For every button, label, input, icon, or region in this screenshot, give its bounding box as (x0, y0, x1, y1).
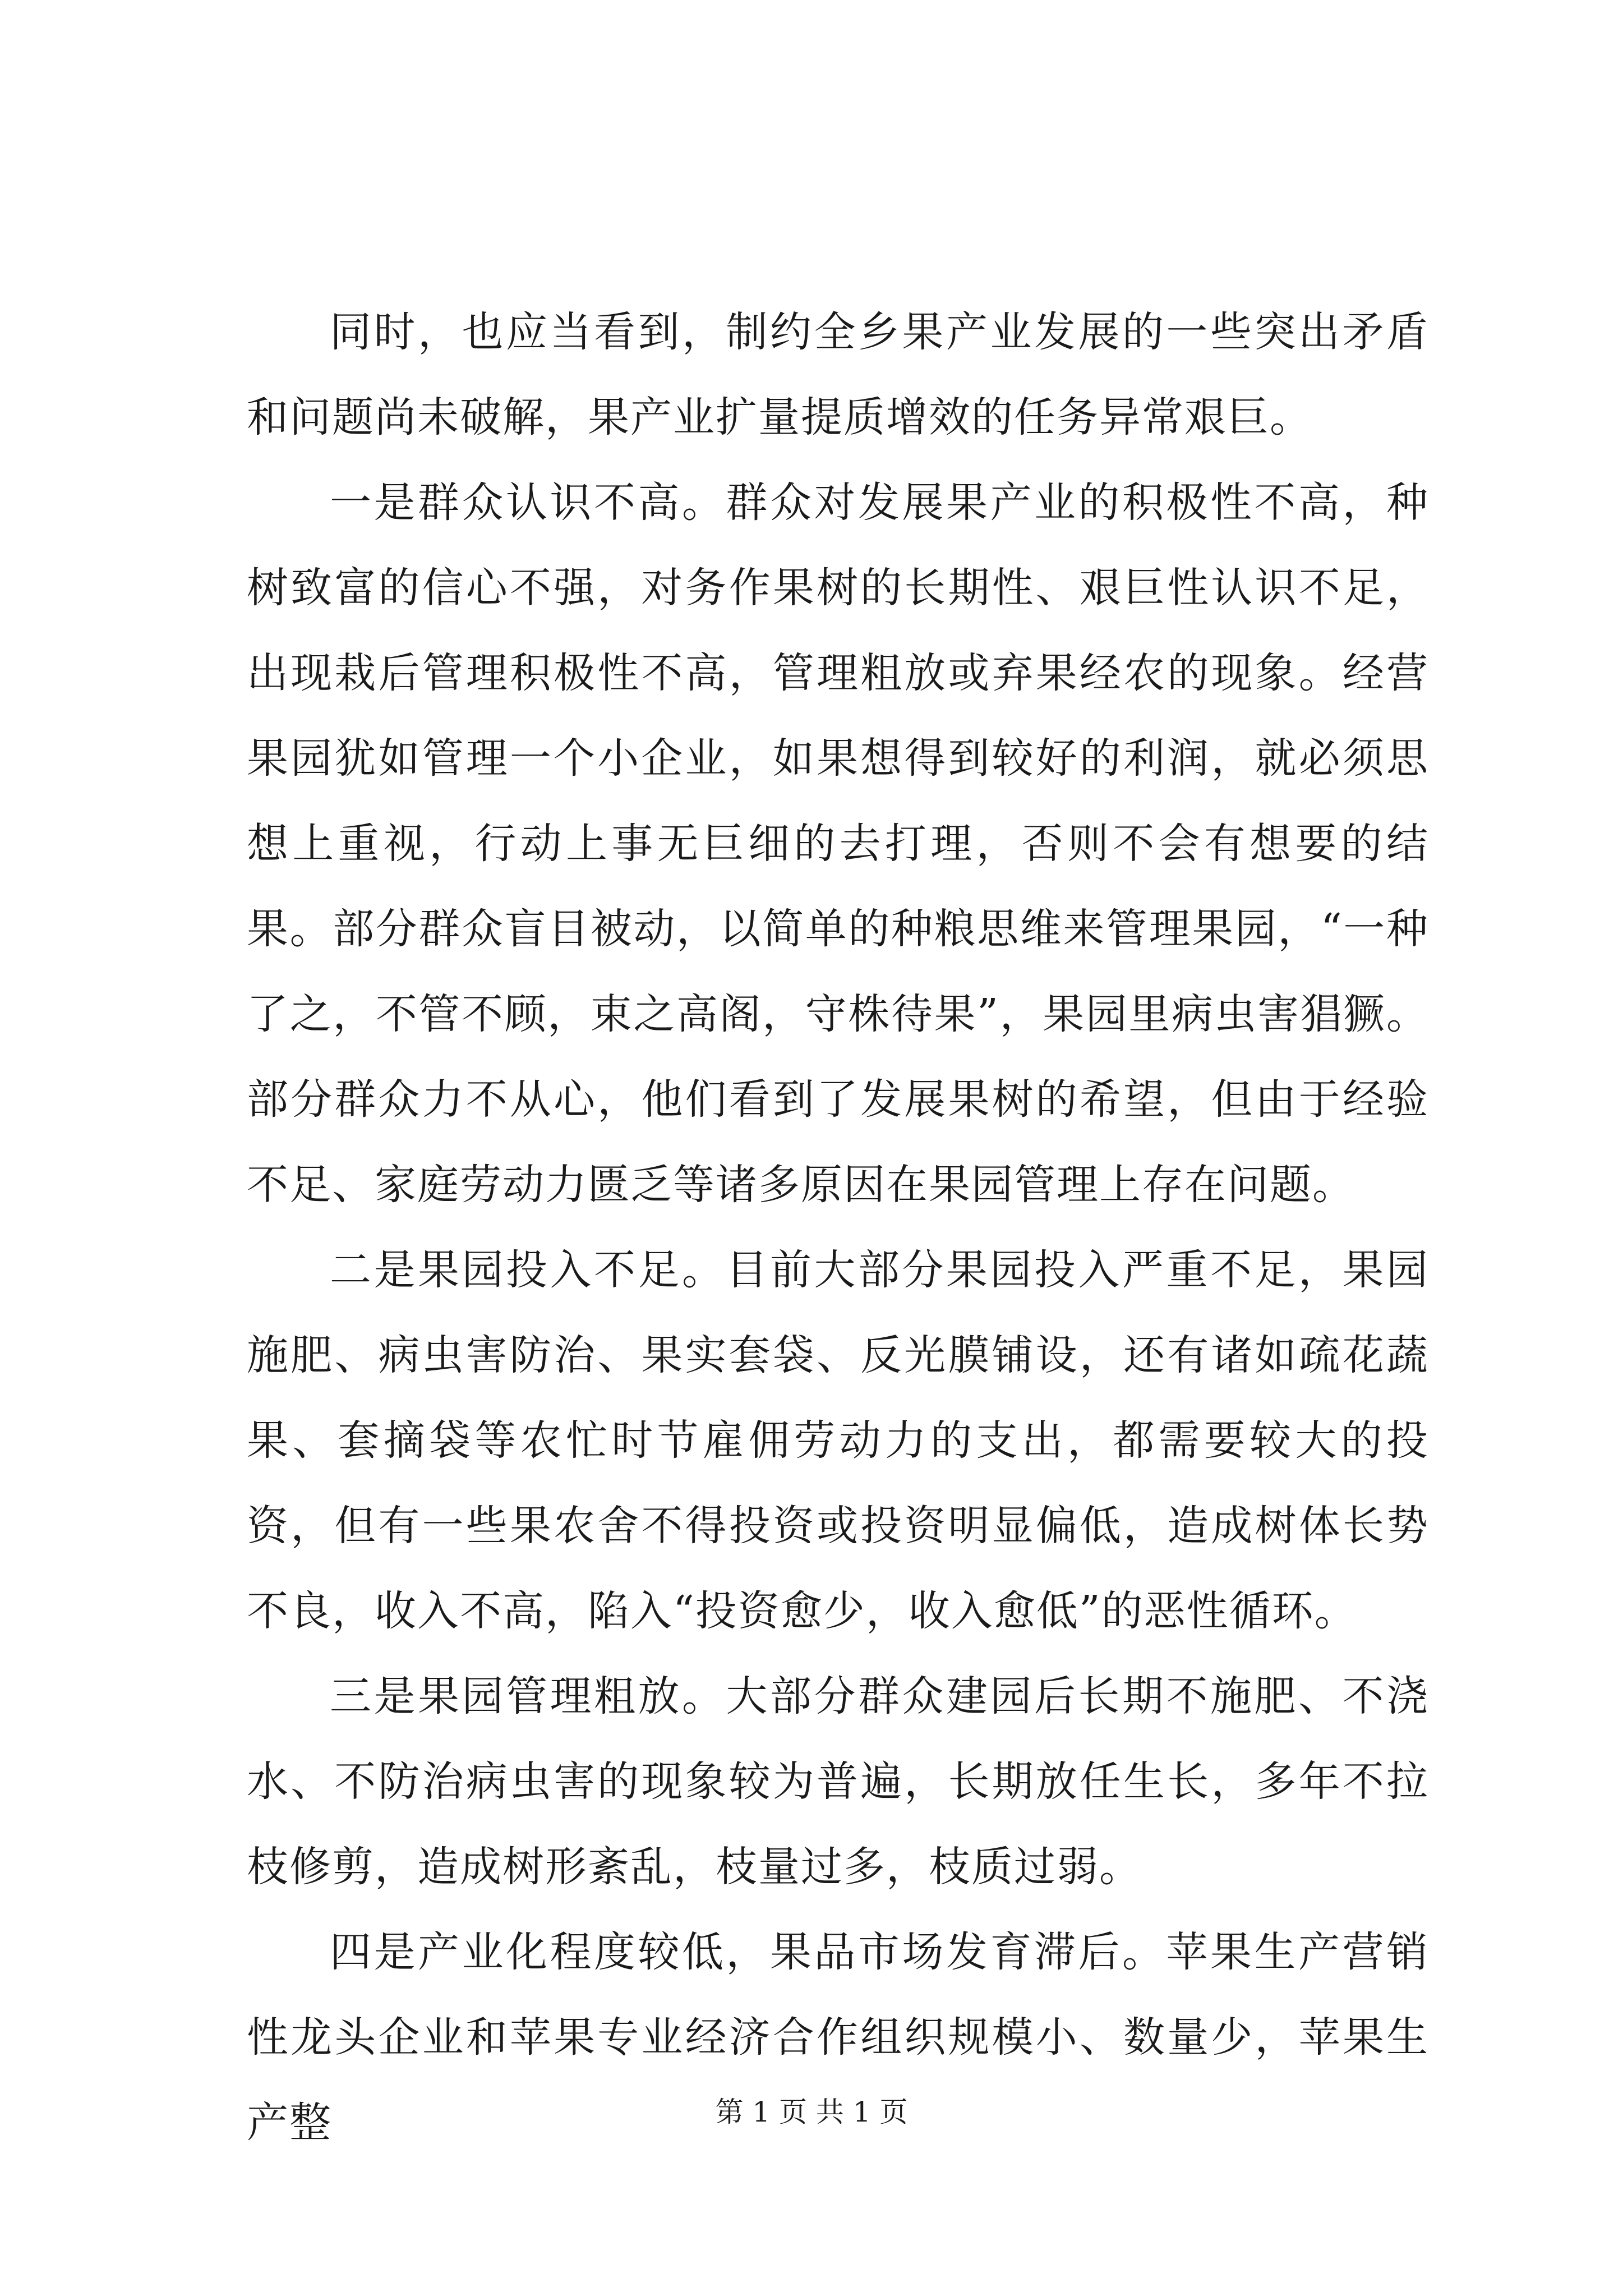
page-footer (0, 2095, 1623, 2129)
paragraph-2: 一是群众认识不高。群众对发展果产业的积极性不高，种树致富的信心不强，对务作果树的长期性、艰巨性认识不足，出现栽后管理积极性不高，管理粗放或弃果经农的现象。经营果园犹如管理一个小企业，如果想得到较好的利润，就必须思想上重视，行动上事无巨细的去打理，否则不会有想要的结果。部分群众盲目被动，以简单的种粮思维来管理果园，“一种了之，不管不顾，束之高阁，守株待果”，果园里病虫害猖獗。部分群众力不从心，他们看到了发展果树的希望，但由于经验不足、家庭劳动力匮乏等诸多原因在果园管理上存在问题。 (247, 478, 1429, 1209)
paragraph-1: 同时，也应当看到，制约全乡果产业发展的一些突出矛盾和问题尚未破解，果产业扩量提质增效的任务异常艰巨。 (247, 308, 1429, 441)
paragraph-3: 二是果园投入不足。目前大部分果园投入严重不足，果园施肥、病虫害防治、果实套袋、反光膜铺设，还有诸如疏花蔬果、套摘袋等农忙时节雇佣劳动力的支出，都需要较大的投资，但有一些果农舍不得投资或投资明显偏低，造成树体长势不良，收入不高，陷入“投资愈少，收入愈低”的恶性循环。 (247, 1246, 1429, 1635)
page-number-label: 第 1 页 共 1 页 (715, 2096, 908, 2128)
paragraph-4: 三是果园管理粗放。大部分群众建园后长期不施肥、不浇水、不防治病虫害的现象较为普遍，长期放任生长，多年不拉枝修剪，造成树形紊乱，枝量过多，枝质过弱。 (247, 1672, 1429, 1891)
paragraph-5: 四是产业化程度较低，果品市场发育滞后。苹果生产营销性龙头企业和苹果专业经济合作组织规模小、数量少，苹果生产整 (247, 1928, 1429, 2147)
document-body (247, 289, 1429, 2165)
